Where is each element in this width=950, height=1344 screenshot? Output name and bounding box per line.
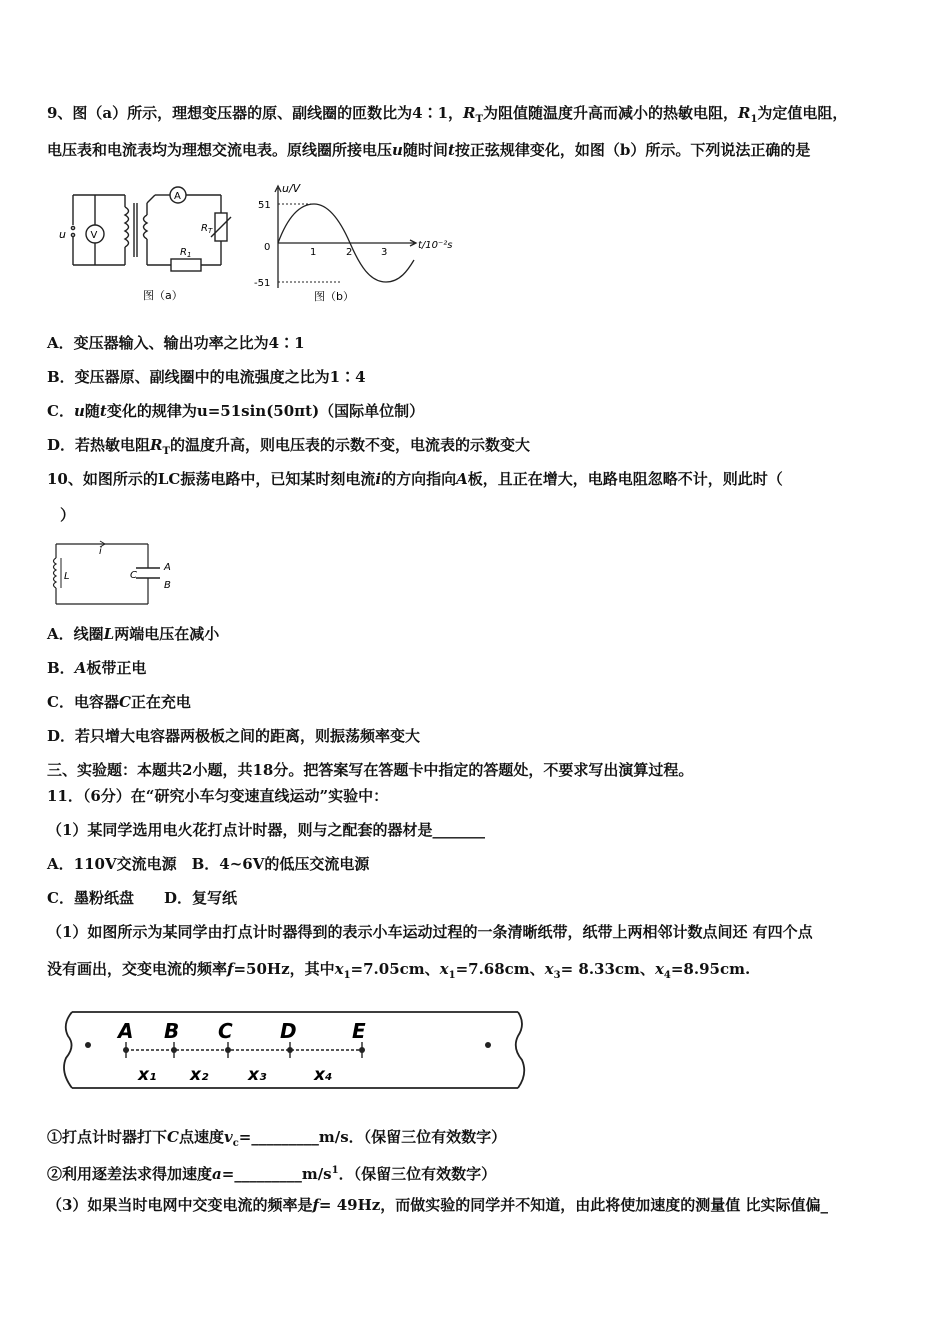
fig-b-y-axis-label: u/V [282,182,301,195]
fig-b-caption: 图（b） [314,290,354,303]
q10-option-d: D．若只增大电容器两极板之间的距离，则振荡频率变大 [47,727,421,745]
fig-b-y-min: -51 [254,278,271,289]
fig-a-caption: 图（a） [143,289,183,302]
tape-end-dot-right [485,1042,491,1048]
fig-a-a-label: A [174,191,181,202]
lc-c-label: C [130,570,137,581]
fig-a-v-label: V [90,230,98,241]
transformer-circuit-diagram [55,185,245,310]
tape-point-b [171,1047,177,1053]
q11-options-ab: A．110V交流电源 B．4~6V的低压交流电源 [47,855,370,873]
lc-circuit-diagram [48,538,188,610]
q11-part3: （3）如果当时电网中交变电流的频率是f= 49Hz，而做实验的同学并不知道，由此将使加速度的测量值 比实际值偏_ [47,1196,828,1214]
tape-point-e [359,1047,365,1053]
q11-options-cd: C．墨粉纸盘 D．复写纸 [47,889,237,907]
tape-segment-x1: x₁ [138,1065,157,1085]
fig-b-tick-2: 2 [346,247,353,258]
tape-label-d: D [280,1019,297,1043]
q10-option-a: A．线圈L两端电压在减小 [47,625,220,643]
tape-label-a: A [118,1019,134,1043]
q9-stem-line1: 9、图（a）所示，理想变压器的原、副线圈的匝数比为4∶1，$R_T$为阻值随温度升高而减小的热敏电阻，$R_1$为定值电阻， [47,104,848,125]
q10-option-b: B．A板带正电 [47,659,147,677]
fig-a-rt-label: $R_T$ [201,223,213,235]
q11-part1: （1）某同学选用电火花打点计时器，则与之配套的器材是_______ [47,821,485,839]
resistor-r1-icon [171,259,201,271]
lc-l-label: L [64,571,70,582]
q11-question-vc: ①打点计时器打下C点速度$v_c=\_\_\_\_\_\_\_\_\_m/s$．（保留三位有效数字） [47,1128,507,1149]
tape-point-d [287,1047,293,1053]
q9-option-c: C．u随t变化的规律为u=51sin(50πt)（国际单位制） [47,402,425,420]
q11-part2-line2: 没有画出，交变电流的频率f=50Hz，其中$x_1=7.05cm$、$x_1=7.68cm$、$x_3= 8.33cm$、$x_4=8.95cm$. [47,960,751,981]
tape-point-a [123,1047,129,1053]
tape-segment-x3: x₃ [248,1065,267,1085]
tape-end-dot-left [85,1042,91,1048]
fig-b-origin: 0 [264,242,271,253]
lc-b-label: B [164,580,171,591]
section-3-heading: 三、实验题：本题共2小题，共18分。把答案写在答题卡中指定的答题处，不要求写出演算过程。 [47,761,694,779]
primary-coil-icon [125,207,129,247]
tape-segment-x4: x₄ [314,1065,333,1085]
ticker-tape-diagram [60,1008,530,1094]
tape-segment-x2: x₂ [190,1065,209,1085]
fig-b-tick-1: 1 [310,247,317,258]
q11-intro: 11．（6分）在“研究小车匀变速直线运动”实验中： [47,787,389,805]
tape-point-c [225,1047,231,1053]
tape-label-e: E [352,1019,366,1043]
lc-i-label: i [99,546,102,557]
lc-a-label: A [164,562,171,573]
q9-option-d: D．若热敏电阻$R_T$的温度升高，则电压表的示数不变，电流表的示数变大 [47,436,530,457]
fig-a-u-label: u [59,228,66,241]
secondary-coil-icon [144,215,148,239]
q10-option-c: C．电容器C正在充电 [47,693,191,711]
q9-stem-line2: 电压表和电流表均为理想交流电表。原线圈所接电压u随时间t按正弦规律变化，如图（b）所示。下列说法正确的是 [47,141,811,159]
q9-option-a: A．变压器输入、输出功率之比为4∶1 [47,334,305,352]
tape-label-b: B [164,1019,180,1043]
q10-stem-line1: 10、如图所示的LC振荡电路中，已知某时刻电流i的方向指向A板，且正在增大，电路电阻忽略不计，则此时（ [47,470,783,488]
q11-part2-line1: （1）如图所示为某同学由打点计时器得到的表示小车运动过程的一条清晰纸带，纸带上两相邻计数点间还 有四个点 [47,923,813,941]
voltage-sine-graph [250,180,460,310]
q9-option-b: B．变压器原、副线圈中的电流强度之比为1∶4 [47,368,366,386]
tape-label-c: C [218,1019,233,1043]
inductor-coil-icon [54,558,57,588]
fig-a-r1-label: $R_1$ [180,247,192,259]
fig-b-tick-3: 3 [381,247,388,258]
fig-b-x-axis-label: t/10⁻²s [418,240,453,251]
q10-stem-line2: ） [60,506,76,524]
fig-b-y-max: 51 [258,200,271,211]
q11-question-a: ②利用逐差法求得加速度$a=\_\_\_\_\_\_\_\_\_m/s^1$．（保留三位有效数字） [47,1165,497,1183]
